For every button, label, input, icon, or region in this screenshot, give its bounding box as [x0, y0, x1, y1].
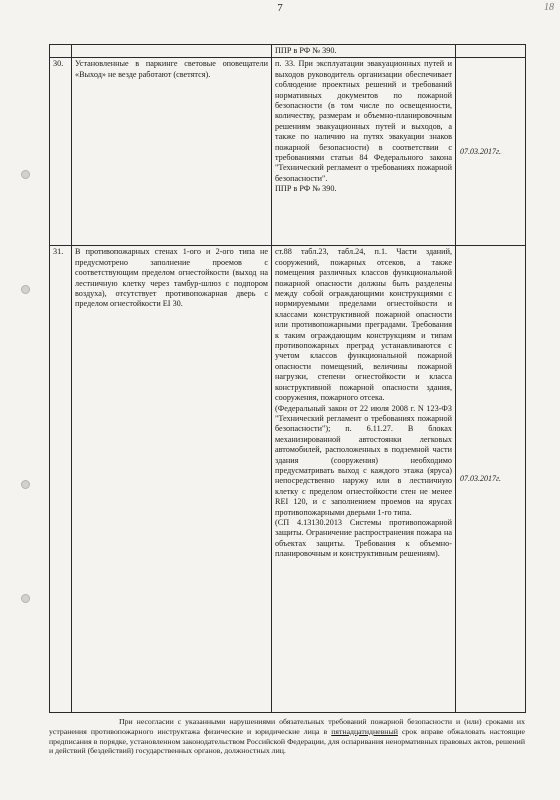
- corner-handwritten-mark: 18: [544, 2, 554, 13]
- appeal-notice: При несогласии с указанными нарушениями обязательных требований пожарной безопасности и (или) сроками их устранения противопожарного инструктажа физические и юридические лица в пятнадцатидневный срок вправе обжаловать настоящие предписания в порядке, установленном законодательством Российской Федерации, для оспаривания ненормативных правовых актов, решений и действий (бездействий) государственных органов, должностных лиц.: [49, 717, 525, 756]
- table-row-carry-over: [50, 45, 526, 58]
- row-number: 31.: [50, 246, 72, 713]
- carry-over-reference: ППР в РФ № 390.: [272, 45, 456, 58]
- table-row: [50, 246, 526, 713]
- punch-hole: [21, 170, 30, 179]
- punch-hole: [21, 480, 30, 489]
- table-row: [50, 58, 526, 246]
- violations-table: [49, 44, 526, 713]
- requirement-text: п. 33. При эксплуатации эвакуационных путей и выходов руководитель организации обеспечивает соблюдение проектных решений и требований нормативных документов по пожарной безопасности (в том числе по освещенности, количеству, размерам и объемно-планировочным решениям эвакуационных путей и выходов, а также по наличию на путях эвакуации знаков пожарной безопасности) в соответствии с требованиями статьи 84 Федерального закона "Технический регламент о требованиях пожарной безопасности". ППР в РФ № 390.: [272, 58, 456, 246]
- row-number: 30.: [50, 58, 72, 246]
- punch-hole: [21, 594, 30, 603]
- violation-text: В противопожарных стенах 1-ого и 2-ого типа не предусмотрено заполнение проемов с соответствующим пределом огнестойкости (выход на лестничную клетку через тамбур-шлюз с подпором воздуха), отсутствует противопожарная дверь с пределом огнестойкости EI 30.: [72, 246, 272, 713]
- punch-hole: [21, 285, 30, 294]
- page-number: 7: [277, 2, 283, 14]
- deadline-date: 07.03.2017г.: [456, 58, 526, 246]
- deadline-date: 07.03.2017г.: [456, 246, 526, 713]
- violation-text: Установленные в паркинге световые оповещатели «Выход» не везде работают (светятся).: [72, 58, 272, 246]
- requirement-text: ст.88 табл.23, табл.24, п.1. Части зданий, сооружений, пожарных отсеков, а также помещения различных классов функциональной пожарной опасности должны быть разделены между собой ограждающими конструкциями с нормируемыми пределами огнестойкости и классами конструктивной пожарной опасности или противопожарными преградами. Требования к таким ограждающим конструкциям и типам противопожарных преград устанавливаются с учетом классов функциональной пожарной опасности помещений, величины пожарной нагрузки, степени огнестойкости и класса конструктивной пожарной опасности здания, сооружения, пожарного отсека. (Федеральный закон от 22 июля 2008 г. N 123-ФЗ "Технический регламент о требованиях пожарной безопасности"); п. 6.11.27. В блоках механизированной автостоянки легковых автомобилей, расположенных в подземной части здания (сооружения) необходимо предусматривать выход с каждого этажа (яруса) непосредственно наружу или в лестничную клетку с пределом огнестойкости стен не менее REI 120, и с заполнением проемов на ярусах противопожарными дверьми 1-го типа. (СП 4.13130.2013 Системы противопожарной защиты. Ограничение распространения пожара на объектах защиты. Требования к объемно-планировочным и конструктивным решениям).: [272, 246, 456, 713]
